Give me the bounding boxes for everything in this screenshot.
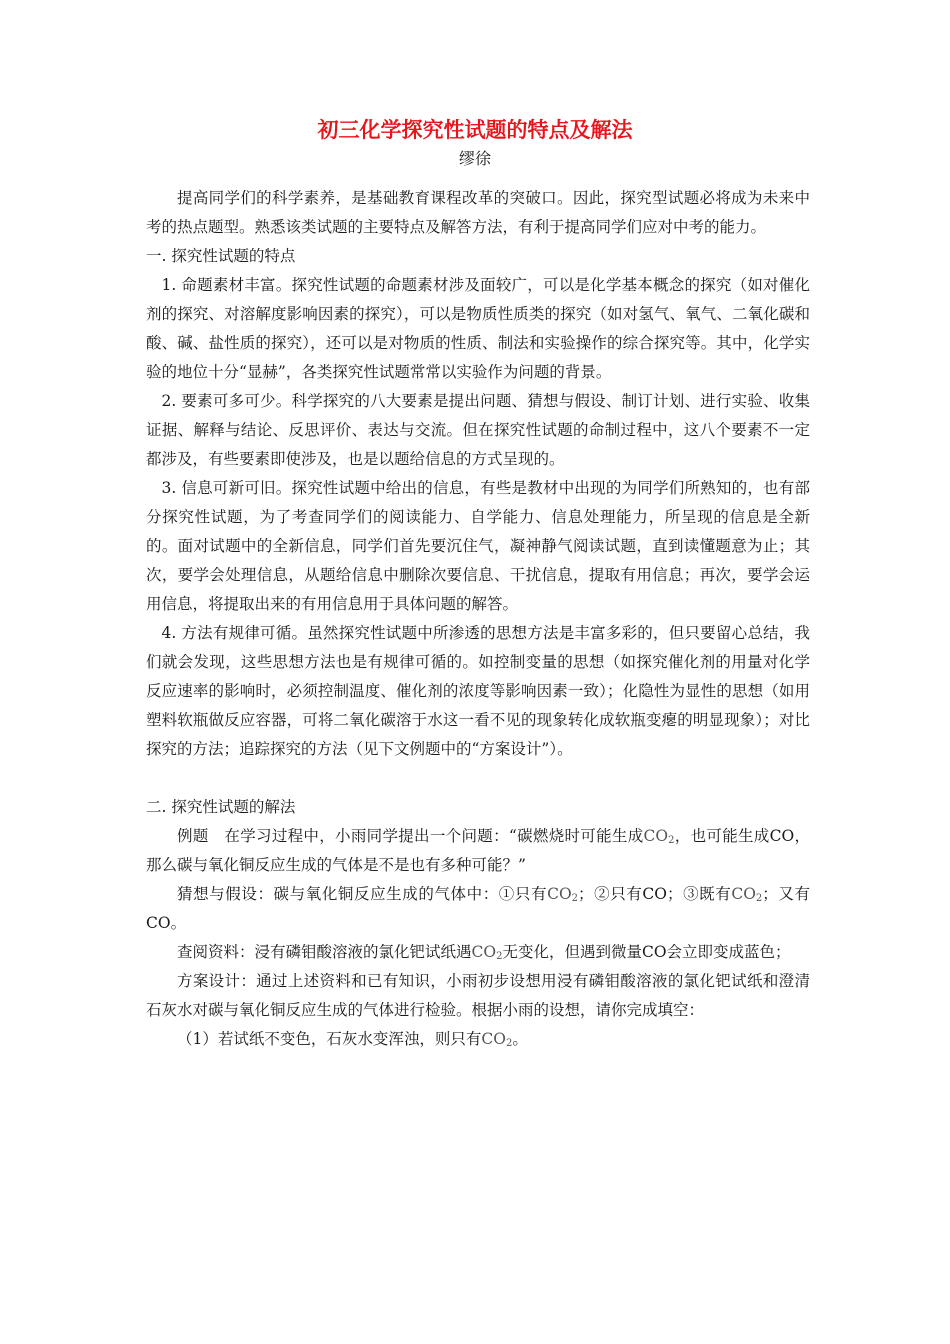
reference-text-2: 无变化，但遇到微量CO会立即变成蓝色； [502,943,791,961]
item-paragraph-2: 2. 要素可多可少。科学探究的八大要素是提出问题、猜想与假设、制订计划、进行实验、收集证据、解释与结论、反思评价、表达与交流。但在探究性试题的命制过程中，这八个要素不一定都涉及，有些要素即使涉及，也是以题给信息的方式呈现的。 [146,392,810,468]
document-title: 初三化学探究性试题的特点及解法 [317,117,633,142]
section-heading-2: 二. 探究性试题的解法 [146,798,296,816]
co2-formula: $CO_2$ [481,1030,513,1049]
question-1-end: 。 [512,1030,528,1048]
intro-paragraph: 提高同学们的科学素养，是基础教育课程改革的突破口。因此，探究型试题必将成为未来中考的热点题型。熟悉该类试题的主要特点及解答方法，有利于提高同学们应对中考的能力。 [146,189,810,236]
plan-paragraph: 方案设计：通过上述资料和已有知识，小雨初步设想用浸有磷钼酸溶液的氯化钯试纸和澄清石灰水对碳与氧化铜反应生成的气体进行检验。根据小雨的设想，请你完成填空： [146,972,810,1019]
co2-formula: $CO_2$ [547,885,579,904]
document-body [146,184,810,1054]
blank-line [146,764,810,793]
item-paragraph-4: 4. 方法有规律可循。虽然探究性试题中所渗透的思想方法是丰富多彩的，但只要留心总结，我们就会发现，这些思想方法也是有规律可循的。如控制变量的思想（如探究催化剂的用量对化学反应速率的影响时，必须控制温度、催化剂的浓度等影响因素一致）；化隐性为显性的思想（如用塑料软瓶做反应容器，可将二氧化碳溶于水这一看不见的现象转化成软瓶变瘪的明显现象）；对比探究的方法；追踪探究的方法（见下文例题中的“方案设计”）。 [146,624,810,758]
hypothesis-text-1: 猜想与假设：碳与氧化铜反应生成的气体中：①只有 [177,885,548,903]
question-1-text: （1）若试纸不变色，石灰水变浑浊，则只有 [177,1030,482,1048]
reference-text-1: 查阅资料：浸有磷钼酸溶液的氯化钯试纸遇 [177,943,472,961]
hypothesis-text-3: ；又有CO。 [146,885,810,932]
co2-formula: $CO_2$ [643,827,675,846]
author-name: 缪徐 [458,149,491,168]
co2-formula: $CO_2$ [471,943,503,962]
section-heading-1: 一. 探究性试题的特点 [146,247,296,265]
question-1 [146,1025,810,1054]
reference-paragraph [146,938,810,967]
example-paragraph [146,822,810,880]
example-text-1: 例题 在学习过程中，小雨同学提出一个问题：“碳燃烧时可能生成 [177,827,644,845]
hypothesis-paragraph [146,880,810,938]
example-text-2: ，也可能生成CO，那么碳与氧化铜反应生成的气体是不是也有多种可能？” [146,827,810,874]
co2-formula: $CO_2$ [731,885,763,904]
item-paragraph-1: 1. 命题素材丰富。探究性试题的命题素材涉及面较广，可以是化学基本概念的探究（如对催化剂的探究、对溶解度影响因素的探究），可以是物质性质类的探究（如对氢气、氧气、二氧化碳和酸、碱、盐性质的探究），还可以是对物质的性质、制法和实验操作的综合探究等。其中，化学实验的地位十分“显赫”，各类探究性试题常常以实验作为问题的背景。 [146,276,810,381]
item-paragraph-3: 3. 信息可新可旧。探究性试题中给出的信息，有些是教材中出现的为同学们所熟知的，也有部分探究性试题，为了考查同学们的阅读能力、自学能力、信息处理能力，所呈现的信息是全新的。面对试题中的全新信息，同学们首先要沉住气，凝神静气阅读试题，直到读懂题意为止；其次，要学会处理信息，从题给信息中删除次要信息、干扰信息，提取有用信息；再次，要学会运用信息，将提取出来的有用信息用于具体问题的解答。 [146,479,810,613]
hypothesis-text-2: ；②只有CO；③既有 [578,885,732,903]
